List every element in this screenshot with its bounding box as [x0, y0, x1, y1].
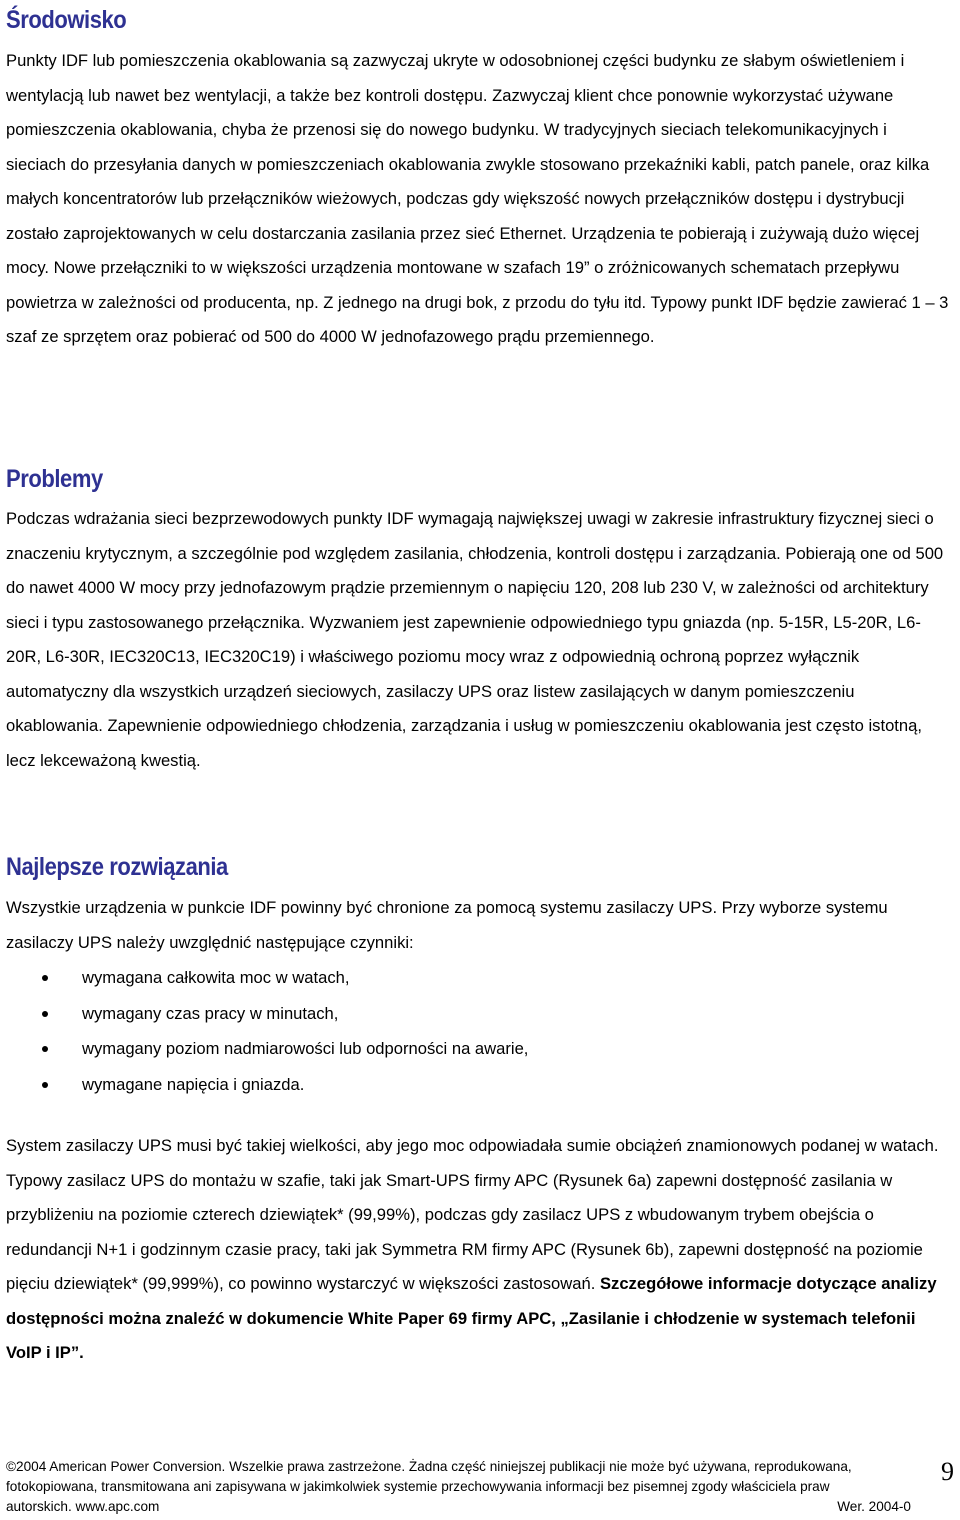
section-heading-environment: Środowisko [6, 6, 127, 34]
list-item: wymagane napięcia i gniazda. [6, 1067, 950, 1103]
ups-sizing-text: System zasilaczy UPS musi być takiej wielkości, aby jego moc odpowiadała sumie obciążeń znamionowych podanej w watach. Typowy zasilacz UPS do montażu w szafie, taki jak Smart-UPS firmy APC (Rysunek 6a) zapewni dostępność zasilania w przybliżeniu na poziomie czterech dziewiątek* (99,99%), podczas gdy zasilacz UPS z wbudowanym trybem obejścia o redundancji N+1 i godzinnym czasie pracy, taki jak Symmetra RM firmy APC (Rysunek 6b), zapewni dostępność na poziomie pięciu dziewiątek* (99,999%), co powinno wystarczyć w większości zastosowań. [6, 1136, 939, 1293]
list-item: wymagany poziom nadmiarowości lub odporności na awarie, [6, 1031, 950, 1067]
best-practices-intro: Wszystkie urządzenia w punkcie IDF powinny być chronione za pomocą systemu zasilaczy UPS. Przy wyborze systemu zasilaczy UPS należy uwzględnić następujące czynniki: [6, 898, 888, 952]
list-item: wymagany czas pracy w minutach, [6, 996, 950, 1032]
page-footer [6, 1457, 950, 1517]
ups-sizing-paragraph [6, 1129, 950, 1371]
section-heading-best-practices: Najlepsze rozwiązania [6, 853, 228, 881]
ups-factors-list [6, 960, 950, 1102]
problems-paragraph: Podczas wdrażania sieci bezprzewodowych punkty IDF wymagają największej uwagi w zakresie infrastruktury fizycznej sieci o znaczeniu krytycznym, a szczególnie pod względem zasilania, chłodzenia, kontroli dostępu i zarządzania. Pobierają one od 500 do nawet 4000 W mocy przy jednofazowym prądzie przemiennym o napięciu 120, 208 lub 230 V, w zależności od architektury sieci i typu zastosowanego przełącznika. Wyzwaniem jest zapewnienie odpowiedniego typu gniazda (np. 5-15R, L5-20R, L6-20R, L6-30R, IEC320C13, IEC320C19) i właściwego poziomu mocy wraz z odpowiednią ochroną poprzez wyłącznik automatyczny dla wszystkich urządzeń sieciowych, zasilaczy UPS oraz listew zasilających w danym pomieszczeniu okablowania. Zapewnienie odpowiedniego chłodzenia, zarządzania i usług w pomieszczeniu okablowania jest często istotną, lecz lekceważoną kwestią. [6, 509, 944, 770]
copyright-line-1: ©2004 American Power Conversion. Wszelkie prawa zastrzeżone. Żadna część niniejszej publikacji nie może być używana, reprodukowana, [6, 1459, 852, 1474]
copyright-notice [6, 1457, 911, 1517]
section-heading-problems: Problemy [6, 465, 103, 493]
copyright-line-3 [6, 1497, 911, 1517]
bullet-icon [42, 975, 48, 981]
copyright-website: autorskich. www.apc.com [6, 1499, 160, 1514]
copyright-line-2: fotokopiowana, transmitowana ani zapisywana w jakimkolwiek systemie przechowywania informacji bez pisemnej zgody właściciela praw [6, 1479, 830, 1494]
document-version: Wer. 2004-0 [837, 1499, 911, 1514]
bullet-icon [42, 1082, 48, 1088]
list-item: wymagana całkowita moc w watach, [6, 960, 950, 996]
environment-paragraph: Punkty IDF lub pomieszczenia okablowania są zazwyczaj ukryte w odosobnionej części budynku ze słabym oświetleniem i wentylacją lub nawet bez wentylacji, a także bez kontroli dostępu. Zazwyczaj klient chce ponownie wykorzystać używane pomieszczenia okablowania, chyba że przenosi się do nowego budynku. W tradycyjnych sieciach telekomunikacyjnych i sieciach do przesyłania danych w pomieszczeniach okablowania zwykle stosowano przekaźniki kabli, patch panele, oraz kilka małych koncentratorów lub przełączników wieżowych, podczas gdy większość nowych przełączników dostępu i dystrybucji zostało zaprojektowanych w celu dostarczania zasilania przez sieć Ethernet. Urządzenia te pobierają i zużywają dużo więcej mocy. Nowe przełączniki to w większości urządzenia montowane w szafach 19” o zróżnicowanych schematach przepływu powietrza w zależności od producenta, np. Z jednego na drugi bok, z przodu do tyłu itd. Typowy punkt IDF będzie zawierać 1 – 3 szaf ze sprzętem oraz pobierać od 500 do 4000 W jednofazowego prądu przemiennego. [6, 51, 949, 346]
page-number: 9 [941, 1457, 954, 1486]
white-paper-reference: Szczegółowe informacje dotyczące analizy dostępności można znaleźć w dokumencie White Paper 69 firmy APC, „Zasilanie i chłodzenie w systemach telefonii VoIP i IP”. [6, 1274, 937, 1362]
bullet-icon [42, 1011, 48, 1017]
bullet-icon [42, 1046, 48, 1052]
